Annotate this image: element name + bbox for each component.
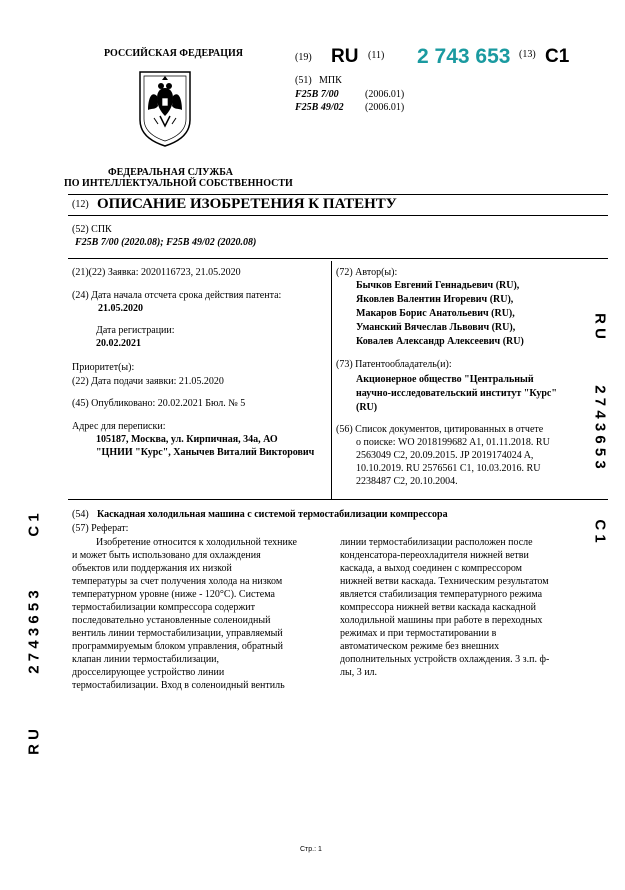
author-name: Уманский Вячеслав Львович (RU),	[356, 322, 516, 333]
abstract-column-1	[72, 536, 310, 692]
cited-docs-line: 2563049 C2, 20.09.2015. JP 2019174024 A,	[356, 450, 534, 461]
agency-line2: ПО ИНТЕЛЛЕКТУАЛЬНОЙ СОБСТВЕННОСТИ	[64, 178, 293, 189]
abstract-line: термостабилизации компрессора содержит	[72, 602, 255, 613]
abstract-line: дросселирующее устройство линии	[72, 667, 225, 678]
registration-value: 20.02.2021	[96, 338, 141, 349]
abstract-line: температуры за счет получения холода на низком	[72, 576, 283, 587]
side-left-ru: R U	[25, 729, 43, 755]
priority-label: Приоритет(ы):	[72, 362, 135, 373]
abstract-line: последовательно установленные соленоидный	[72, 615, 271, 626]
invention-title-code: (54)	[72, 509, 89, 520]
divider-spk	[68, 258, 608, 259]
term-start-value: 21.05.2020	[98, 303, 143, 314]
mpk1-date: (2006.01)	[365, 89, 405, 100]
abstract-label: (57) Реферат:	[72, 523, 129, 534]
abstract-line: холодильной машины при работе в переходных	[340, 615, 543, 626]
abstract-line: клапан линии термостабилизации,	[72, 654, 220, 665]
address-line2: "ЦНИИ "Курс", Ханычев Виталий Викторович	[96, 447, 315, 458]
abstract-line: лы, 3 ил.	[340, 667, 378, 678]
abstract-line: дополнительных устройств охлаждения. 3 з.п. ф-	[340, 654, 550, 665]
authors-label: (72) Автор(ы):	[336, 267, 398, 278]
side-right-kind: C 1	[591, 519, 609, 543]
abstract-line: конденсатора-переохладителя нижней ветви	[340, 550, 529, 561]
owner-line: научно-исследовательский институт "Курс"	[356, 388, 557, 399]
filing-date: (22) Дата подачи заявки: 21.05.2020	[72, 376, 224, 387]
spk-value: F25B 7/00 (2020.08); F25B 49/02 (2020.08)	[75, 237, 257, 248]
spk-label: (52) СПК	[72, 224, 112, 235]
cited-docs-line: 2238487 C2, 20.10.2004.	[356, 476, 458, 487]
agency-line1: ФЕДЕРАЛЬНАЯ СЛУЖБА	[108, 167, 233, 178]
abstract-line: автоматическом режиме без внешних	[340, 641, 500, 652]
author-name: Бычков Евгений Геннадьевич (RU),	[356, 280, 520, 291]
side-left-kind: C 1	[25, 513, 43, 537]
code-11: (11)	[368, 50, 385, 61]
patent-number: 2 743 653	[417, 45, 511, 68]
abstract-line: нижней ветви каскада. Техническим результатом	[340, 576, 549, 587]
abstract-column-2	[340, 536, 576, 679]
page-footer: Стр.: 1	[300, 846, 322, 853]
abstract-line: линии термостабилизации расположен после	[340, 537, 533, 548]
country-code: RU	[331, 46, 359, 67]
divider-title	[68, 215, 608, 216]
code-19: (19)	[295, 52, 312, 63]
address-label: Адрес для переписки:	[72, 421, 166, 432]
mpk2-date: (2006.01)	[365, 102, 405, 113]
patent-kind: C1	[545, 46, 570, 67]
side-right-number: 2 7 4 3 6 5 3	[591, 385, 609, 469]
title-code: (12)	[72, 199, 89, 210]
mpk-code: (51)	[295, 75, 312, 86]
owner-label: (73) Патентообладатель(и):	[336, 359, 452, 370]
address-line1: 105187, Москва, ул. Кирпичная, 34а, АО	[96, 434, 278, 445]
owner-line: Акционерное общество "Центральный	[356, 374, 534, 385]
mpk2-class: F25B 49/02	[295, 102, 344, 113]
author-name: Яковлев Валентин Игоревич (RU),	[356, 294, 514, 305]
code-13: (13)	[519, 49, 536, 60]
column-divider	[331, 261, 332, 499]
divider-body	[68, 499, 608, 500]
abstract-line: Изобретение относится к холодильной технике	[96, 537, 297, 548]
mpk-label: МПК	[319, 75, 342, 86]
country-name: РОССИЙСКАЯ ФЕДЕРАЦИЯ	[104, 48, 244, 59]
side-right-ru: R U	[591, 313, 609, 339]
abstract-line: температурном уровне (ниже - 120°С). Система	[72, 589, 275, 600]
coat-of-arms-icon	[136, 68, 194, 150]
abstract-line: термостабилизации. Вход в соленоидный вентиль	[72, 680, 285, 691]
owner-line: (RU)	[356, 402, 378, 413]
abstract-line: каскада, а выход соединен с компрессором	[340, 563, 522, 574]
document-title: ОПИСАНИЕ ИЗОБРЕТЕНИЯ К ПАТЕНТУ	[97, 196, 397, 212]
author-name: Ковалев Александр Алексеевич (RU)	[356, 336, 524, 347]
cited-docs-line: 10.10.2019. RU 2576561 C1, 10.03.2016. RU	[356, 463, 541, 474]
abstract-line: является стабилизация температурного режима	[340, 589, 543, 600]
abstract-line: и может быть использовано для охлаждения	[72, 550, 261, 561]
abstract-line: объектов или поддержания их низкой	[72, 563, 232, 574]
publication-info: (45) Опубликовано: 20.02.2021 Бюл. № 5	[72, 398, 246, 409]
abstract-line: компрессора нижней ветви каскада каскадной	[340, 602, 536, 613]
invention-title: Каскадная холодильная машина с системой термостабилизации компрессора	[97, 509, 448, 520]
registration-label: Дата регистрации:	[96, 325, 175, 336]
abstract-line: режимах и при термостатировании в	[340, 628, 497, 639]
cited-docs-line: (56) Список документов, цитированных в отчете	[336, 424, 544, 435]
mpk1-class: F25B 7/00	[295, 89, 339, 100]
abstract-line: вентиль линии термостабилизации, управляемый	[72, 628, 283, 639]
cited-docs-line: о поиске: WO 2018199682 A1, 01.11.2018. RU	[356, 437, 550, 448]
application-info: (21)(22) Заявка: 2020116723, 21.05.2020	[72, 267, 241, 278]
side-left-number: 2 7 4 3 6 5 3	[25, 590, 43, 674]
abstract-line: программируемым блоком управления, обратный	[72, 641, 283, 652]
author-name: Макаров Борис Анатольевич (RU),	[356, 308, 515, 319]
term-start-label: (24) Дата начала отсчета срока действия патента:	[72, 290, 282, 301]
